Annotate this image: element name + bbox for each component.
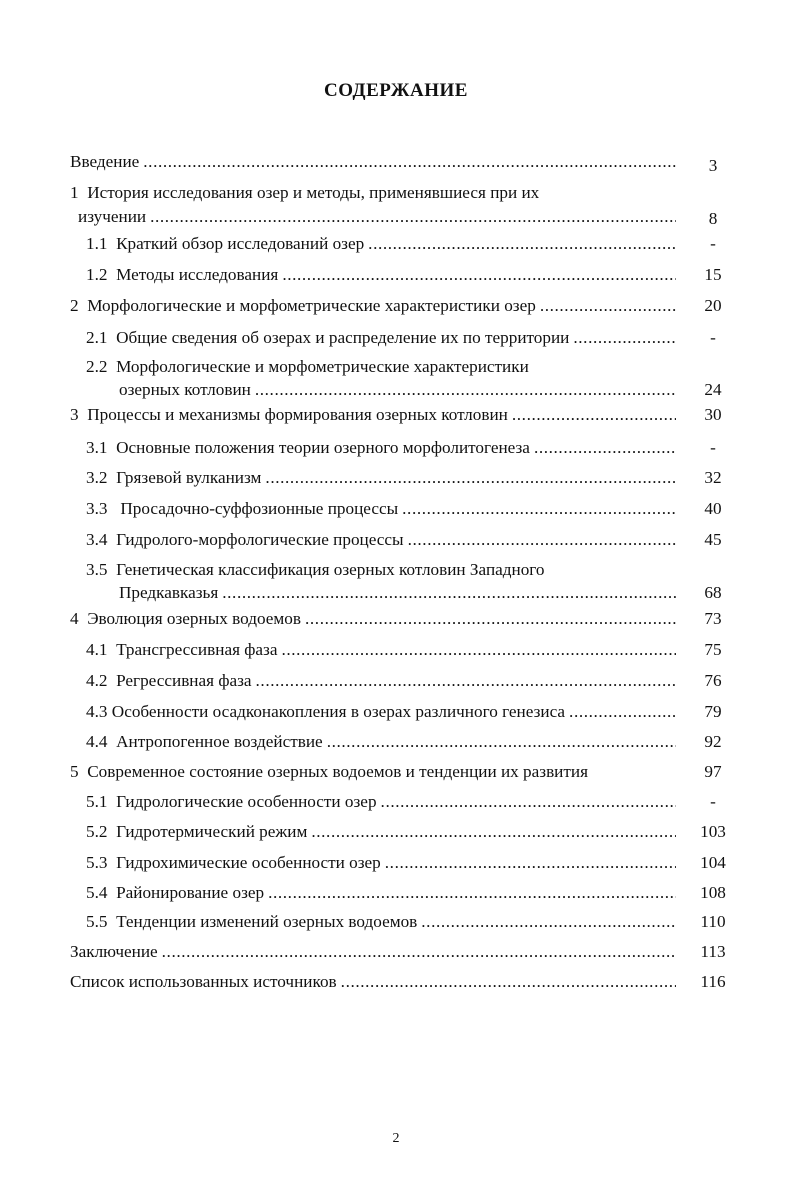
toc-entry-text: Эволюция озерных водоемов <box>87 609 302 628</box>
toc-entry-text-2: Предкавказья <box>119 583 219 602</box>
toc-page-number: 20 <box>704 296 722 315</box>
toc-entry[interactable] <box>86 639 680 661</box>
toc-leader-dots <box>268 882 676 904</box>
toc-entry-number: 3.1 <box>86 438 108 457</box>
toc-entry-number: 5 <box>70 762 79 781</box>
toc-leader-dots <box>512 404 676 426</box>
toc-entry-text: Гидрологические особенности озер <box>116 792 377 811</box>
toc-leader-dots <box>341 971 676 993</box>
toc-leader-dots <box>265 467 676 489</box>
toc-leader-dots <box>421 911 676 933</box>
toc-entry-text: Заключение <box>70 942 158 961</box>
toc-entry-text-2: озерных котловин <box>119 380 251 399</box>
toc-page-number: 108 <box>700 883 726 902</box>
toc-entry-number: 4.3 <box>86 702 108 721</box>
toc-entry-number: 5.1 <box>86 792 108 811</box>
toc-entry-number: 5.2 <box>86 822 108 841</box>
toc-entry[interactable] <box>86 559 680 581</box>
toc-entry[interactable] <box>86 264 680 286</box>
toc-entry-text: Районирование озер <box>116 883 265 902</box>
toc-entry-text: Особенности осадконакопления в озерах различного генезиса <box>111 702 566 721</box>
toc-entry-number: 3.3 <box>86 499 108 518</box>
toc-leader-dots <box>540 295 676 317</box>
toc-leader-dots <box>282 264 676 286</box>
toc-page-number: 113 <box>700 942 726 961</box>
toc-page-number: 110 <box>700 912 726 931</box>
toc-entry[interactable] <box>86 731 680 753</box>
toc-entry-number: 3.5 <box>86 560 108 579</box>
toc-entry-number: 1 <box>70 183 79 202</box>
toc-page-number: - <box>710 234 716 253</box>
toc-leader-dots <box>534 437 676 459</box>
toc-entry-number: 4.4 <box>86 732 108 751</box>
toc-entry[interactable] <box>70 151 680 173</box>
toc-leader-dots <box>368 233 676 255</box>
toc-entry[interactable] <box>86 821 680 843</box>
toc-entry[interactable] <box>86 233 680 255</box>
toc-page-number: 97 <box>704 762 722 781</box>
toc-page-number: - <box>710 438 716 457</box>
toc-entry-text: Список использованных источников <box>70 972 337 991</box>
toc-entry[interactable] <box>70 761 685 783</box>
toc-entry[interactable] <box>86 670 680 692</box>
toc-page-number: 15 <box>704 265 722 284</box>
toc-page-number: 104 <box>700 853 726 872</box>
toc-entry-number: 2.2 <box>86 357 108 376</box>
toc-entry[interactable] <box>86 701 680 723</box>
toc-page-number: 32 <box>704 468 722 487</box>
toc-entry[interactable] <box>70 182 680 204</box>
toc-page-number: 68 <box>704 583 722 602</box>
toc-page-number: - <box>710 792 716 811</box>
toc-entry[interactable] <box>86 911 680 933</box>
toc-entry-text: Гидрохимические особенности озер <box>116 853 381 872</box>
toc-entry-text: Антропогенное воздействие <box>116 732 323 751</box>
toc-leader-dots <box>311 821 676 843</box>
toc-entry[interactable] <box>70 971 680 993</box>
toc-page-number: 116 <box>700 972 726 991</box>
toc-entry-text: Генетическая классификация озерных котловин Западного <box>116 560 545 579</box>
toc-entry-number: 3.2 <box>86 468 108 487</box>
toc-entry-text: Современное состояние озерных водоемов и тенденции их развития <box>87 762 588 781</box>
toc-entry-number: 5.5 <box>86 912 108 931</box>
toc-leader-dots <box>573 327 676 349</box>
toc-leader-dots <box>408 529 676 551</box>
toc-entry-number: 1.2 <box>86 265 108 284</box>
toc-leader-dots <box>150 206 676 228</box>
toc-page-number: 73 <box>704 609 722 628</box>
toc-entry-text: Трансгрессивная фаза <box>116 640 278 659</box>
toc-entry-text: История исследования озер и методы, применявшиеся при их <box>87 183 540 202</box>
toc-page-number: - <box>710 328 716 347</box>
toc-leader-dots <box>385 852 676 874</box>
toc-entry[interactable] <box>86 529 680 551</box>
toc-entry-number: 4 <box>70 609 79 628</box>
toc-page-number: 30 <box>704 405 722 424</box>
toc-entry-continuation[interactable] <box>119 379 680 401</box>
toc-page-number: 79 <box>704 702 722 721</box>
toc-leader-dots <box>381 791 676 813</box>
toc-entry-text-2: изучении <box>78 207 147 226</box>
toc-entry-number: 2.1 <box>86 328 108 347</box>
toc-entry-text: Регрессивная фаза <box>116 671 252 690</box>
toc-entry[interactable] <box>70 608 680 630</box>
toc-entry-number: 3.4 <box>86 530 108 549</box>
toc-entry-number: 3 <box>70 405 79 424</box>
toc-entry-number: 2 <box>70 296 79 315</box>
toc-entry[interactable] <box>86 498 680 520</box>
toc-entry-text: Процессы и механизмы формирования озерных котловин <box>87 405 508 424</box>
toc-entry[interactable] <box>70 295 680 317</box>
toc-entry-text: Гидротермический режим <box>116 822 308 841</box>
toc-leader-dots <box>255 379 676 401</box>
toc-leader-dots <box>402 498 676 520</box>
toc-page-number: 24 <box>704 380 722 399</box>
toc-leader-dots <box>256 670 676 692</box>
toc-entry-continuation[interactable] <box>119 582 680 604</box>
toc-entry[interactable] <box>86 437 680 459</box>
toc-leader-dots <box>222 582 676 604</box>
toc-page-number: 8 <box>708 209 718 228</box>
page-number: 2 <box>392 1131 400 1146</box>
toc-entry[interactable] <box>86 882 680 904</box>
toc-page-number: 103 <box>700 822 726 841</box>
toc-page-number: 45 <box>704 530 722 549</box>
toc-page-number: 75 <box>704 640 722 659</box>
toc-entry-number: 4.2 <box>86 671 108 690</box>
toc-entry[interactable] <box>86 791 680 813</box>
toc-leader-dots <box>305 608 676 630</box>
toc-page-number: 76 <box>704 671 722 690</box>
toc-entry-text: Краткий обзор исследований озер <box>116 234 365 253</box>
toc-entry-text: Морфологические и морфометрические характеристики озер <box>87 296 536 315</box>
toc-entry[interactable] <box>70 941 680 963</box>
toc-entry-number: 5.4 <box>86 883 108 902</box>
toc-entry-number: 5.3 <box>86 853 108 872</box>
toc-leader-dots <box>327 731 676 753</box>
toc-leader-dots <box>569 701 676 723</box>
toc-leader-dots <box>162 941 676 963</box>
toc-page-number: 3 <box>708 156 718 175</box>
toc-entry-number: 4.1 <box>86 640 108 659</box>
toc-leader-dots <box>143 151 676 173</box>
toc-entry-text: Тенденции изменений озерных водоемов <box>116 912 418 931</box>
toc-entry-text: Введение <box>70 152 140 171</box>
toc-entry[interactable] <box>86 356 680 378</box>
toc-entry-text: Просадочно-суффозионные процессы <box>120 499 399 518</box>
page-title: СОДЕРЖАНИЕ <box>324 80 468 101</box>
toc-entry-text: Общие сведения об озерах и распределение их по территории <box>116 328 570 347</box>
toc-entry-number: 1.1 <box>86 234 108 253</box>
toc-leader-dots <box>281 639 676 661</box>
toc-entry[interactable] <box>86 467 680 489</box>
toc-entry[interactable] <box>86 327 680 349</box>
toc-entry-text: Морфологические и морфометрические характеристики <box>116 357 529 376</box>
toc-entry[interactable] <box>86 852 680 874</box>
toc-entry-text: Основные положения теории озерного морфолитогенеза <box>116 438 530 457</box>
toc-page-number: 92 <box>704 732 722 751</box>
toc-entry-text: Гидролого-морфологические процессы <box>116 530 404 549</box>
toc-page-number: 40 <box>704 499 722 518</box>
toc-entry-text: Грязевой вулканизм <box>116 468 262 487</box>
toc-entry-continuation[interactable] <box>78 206 680 228</box>
toc-entry-text: Методы исследования <box>116 265 279 284</box>
toc-entry[interactable] <box>70 404 680 426</box>
